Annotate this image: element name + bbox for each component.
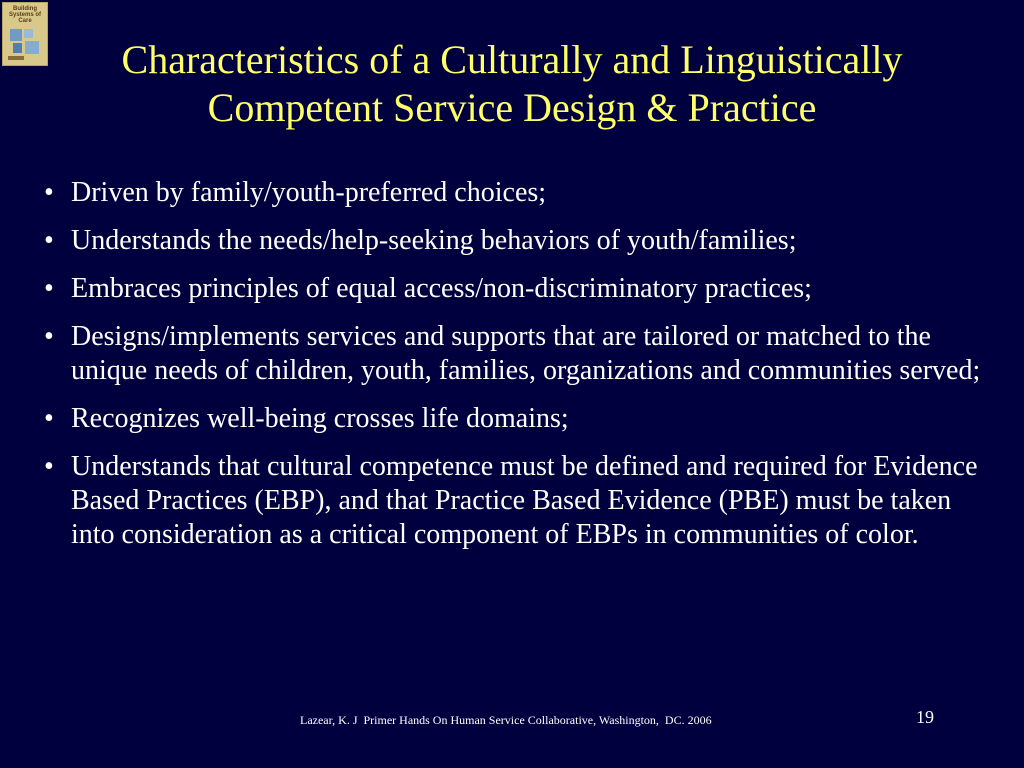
bullet-icon: • (44, 225, 54, 256)
logo-block (8, 56, 24, 60)
bullet-item (44, 320, 994, 388)
bullet-list (44, 176, 994, 566)
page-number: 19 (916, 707, 934, 727)
bullet-icon: • (44, 403, 54, 434)
bullet-item (44, 272, 994, 306)
bullet-item (44, 176, 994, 210)
bullet-icon: • (44, 177, 54, 208)
bullet-item (44, 224, 994, 258)
bullet-text: Recognizes well-being crosses life domains; (71, 403, 569, 434)
logo-block (25, 41, 39, 54)
bullet-text: Understands that cultural competence must be defined and required for Evidence Based Practices (EBP), and that Practice Based Evidence (PBE) must be taken into consideration as a critical component of EBPs in communities of color. (71, 451, 978, 550)
bullet-icon: • (44, 321, 54, 352)
logo-text: Building Systems of Care (8, 6, 41, 24)
logo-block (13, 43, 22, 53)
bullet-text: Designs/implements services and supports that are tailored or matched to the unique needs of children, youth, families, organizations and communities served; (71, 321, 981, 386)
logo-block (10, 29, 22, 41)
logo-block (24, 29, 33, 38)
bullet-item (44, 402, 994, 436)
bullet-text: Understands the needs/help-seeking behaviors of youth/families; (71, 225, 797, 256)
slide-title: Characteristics of a Culturally and Linguistically Competent Service Design & Practice (121, 37, 903, 130)
bullet-text: Driven by family/youth-preferred choices; (71, 177, 547, 208)
bullet-icon: • (44, 451, 54, 482)
bullet-icon: • (44, 273, 54, 304)
bullet-item (44, 450, 994, 552)
bullet-text: Embraces principles of equal access/non-discriminatory practices; (71, 273, 812, 304)
citation-footer: Lazear, K. J Primer Hands On Human Service Collaborative, Washington, DC. 2006 (300, 713, 712, 727)
